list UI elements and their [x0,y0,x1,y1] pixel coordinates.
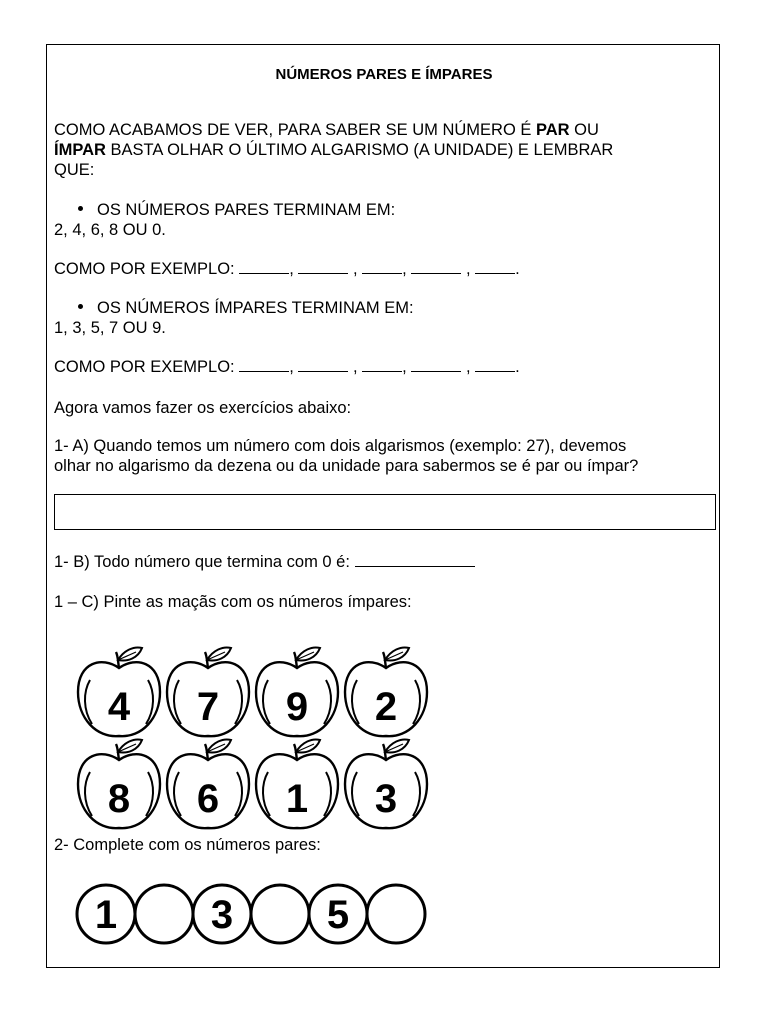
pares-digits: 2, 4, 6, 8 OU 0. [54,221,166,239]
apple-number: 6 [196,777,220,821]
apple[interactable] [256,740,338,829]
question-2: 2- Complete com os números pares: [54,836,321,854]
number-circles [72,882,434,946]
intro-text: BASTA OLHAR O ÚLTIMO ALGARISMO (A UNIDADE) E LEMBRAR [105,141,614,159]
apple-number: 9 [285,685,309,729]
apple[interactable] [167,648,249,737]
intro-line-3: QUE: [54,161,95,179]
impares-example-line [54,357,520,377]
answer-blank[interactable] [411,357,461,372]
circle-outline [367,885,425,943]
separator: , [461,260,471,278]
separator: . [515,358,520,376]
example-label: COMO POR EXEMPLO: [54,358,235,376]
apple-number: 3 [374,777,398,821]
separator: , [348,260,358,278]
answer-blank[interactable] [475,259,515,274]
separator: , [289,358,294,376]
apple[interactable] [345,648,427,737]
answer-blank[interactable] [475,357,515,372]
bullet-icon [78,206,83,211]
number-circle [309,885,367,943]
separator: . [515,260,520,278]
bullet-impares-text: OS NÚMEROS ÍMPARES TERMINAM EM: [97,299,414,317]
answer-blank[interactable] [411,259,461,274]
apple-number: 7 [196,685,220,729]
separator: , [289,260,294,278]
apple-number: 2 [374,685,398,729]
intro-text: COMO ACABAMOS DE VER, PARA SABER SE UM NÚMERO É [54,121,536,139]
apple-number: 1 [285,777,309,821]
circle-outline [135,885,193,943]
answer-blank[interactable] [362,357,402,372]
intro-text: OU [569,121,599,139]
separator: , [402,260,407,278]
intro-line-1 [54,120,599,140]
apples-grid [74,638,444,830]
number-circle [77,885,135,943]
circle-number: 5 [326,893,350,937]
bullet-pares-text: OS NÚMEROS PARES TERMINAM EM: [97,201,396,219]
separator: , [348,358,358,376]
circle-number: 1 [94,893,118,937]
apple[interactable] [78,648,160,737]
bullet-impares [78,298,414,318]
bullet-icon [78,304,83,309]
number-circle[interactable] [135,885,193,943]
number-circle[interactable] [251,885,309,943]
number-circle[interactable] [367,885,425,943]
question-1a-answer-box[interactable] [54,494,716,530]
apple-number: 8 [107,777,131,821]
pares-example-line [54,259,520,279]
apple[interactable] [78,740,160,829]
separator: , [461,358,471,376]
separator: , [402,358,407,376]
apple[interactable] [167,740,249,829]
example-label: COMO POR EXEMPLO: [54,260,235,278]
answer-blank[interactable] [298,259,348,274]
answer-blank[interactable] [239,357,289,372]
page-title: NÚMEROS PARES E ÍMPARES [275,66,493,83]
impares-digits: 1, 3, 5, 7 OU 9. [54,319,166,337]
bullet-pares [78,200,395,220]
answer-blank[interactable] [239,259,289,274]
answer-blank[interactable] [362,259,402,274]
intro-line-2 [54,140,613,160]
apple[interactable] [256,648,338,737]
question-1a-line-1: 1- A) Quando temos um número com dois algarismos (exemplo: 27), devemos [54,437,627,455]
question-1a-line-2: olhar no algarismo da dezena ou da unidade para sabermos se é par ou ímpar? [54,457,639,475]
apple-number: 4 [107,685,131,729]
circle-outline [251,885,309,943]
question-1b-blank[interactable] [355,552,475,567]
question-1b-text: 1- B) Todo número que termina com 0 é: [54,553,350,571]
apple[interactable] [345,740,427,829]
circle-number: 3 [210,893,234,937]
answer-blank[interactable] [298,357,348,372]
par-keyword: PAR [535,121,570,139]
exercises-intro: Agora vamos fazer os exercícios abaixo: [54,399,352,417]
question-1c: 1 – C) Pinte as maçãs com os números ímpares: [54,593,412,611]
number-circle [193,885,251,943]
question-1b [54,552,475,572]
impar-keyword: ÍMPAR [54,141,106,159]
